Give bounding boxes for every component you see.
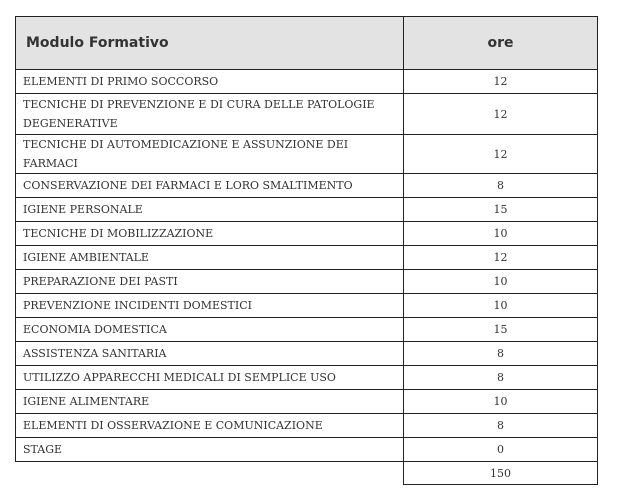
table-row xyxy=(16,366,598,390)
course-hours-table xyxy=(15,16,598,485)
module-cell: IGIENE PERSONALE xyxy=(16,198,404,222)
module-cell: ASSISTENZA SANITARIA xyxy=(16,342,404,366)
hours-cell: 12 xyxy=(404,94,598,135)
hours-cell: 8 xyxy=(404,342,598,366)
hours-cell: 15 xyxy=(404,318,598,342)
hours-cell: 10 xyxy=(404,270,598,294)
module-column-header: Modulo Formativo xyxy=(16,17,404,70)
total-hours-cell: 150 xyxy=(404,462,598,485)
module-cell: UTILIZZO APPARECCHI MEDICALI DI SEMPLICE USO xyxy=(16,366,404,390)
hours-cell: 15 xyxy=(404,198,598,222)
module-cell: CONSERVAZIONE DEI FARMACI E LORO SMALTIMENTO xyxy=(16,174,404,198)
module-cell: STAGE xyxy=(16,438,404,462)
hours-cell: 8 xyxy=(404,174,598,198)
total-row xyxy=(16,462,598,485)
module-cell: PREPARAZIONE DEI PASTI xyxy=(16,270,404,294)
module-cell: TECNICHE DI MOBILIZZAZIONE xyxy=(16,222,404,246)
table-row xyxy=(16,174,598,198)
module-cell: IGIENE ALIMENTARE xyxy=(16,390,404,414)
hours-cell: 10 xyxy=(404,222,598,246)
hours-cell: 8 xyxy=(404,414,598,438)
hours-cell: 12 xyxy=(404,70,598,94)
table-row xyxy=(16,414,598,438)
hours-cell: 12 xyxy=(404,246,598,270)
table-row xyxy=(16,135,598,174)
table-row xyxy=(16,70,598,94)
table-row xyxy=(16,318,598,342)
module-cell: ECONOMIA DOMESTICA xyxy=(16,318,404,342)
hours-cell: 12 xyxy=(404,135,598,174)
module-cell: IGIENE AMBIENTALE xyxy=(16,246,404,270)
table-row xyxy=(16,198,598,222)
table-row xyxy=(16,94,598,135)
module-cell: TECNICHE DI PREVENZIONE E DI CURA DELLE PATOLOGIE DEGENERATIVE xyxy=(16,94,404,135)
table-row xyxy=(16,342,598,366)
hours-cell: 8 xyxy=(404,366,598,390)
header-row xyxy=(16,17,598,70)
hours-cell: 10 xyxy=(404,294,598,318)
table-row xyxy=(16,294,598,318)
hours-column-header: ore xyxy=(404,17,598,70)
module-cell: TECNICHE DI AUTOMEDICAZIONE E ASSUNZIONE DEI FARMACI xyxy=(16,135,404,174)
table-row xyxy=(16,438,598,462)
table-row xyxy=(16,390,598,414)
hours-cell: 10 xyxy=(404,390,598,414)
table-row xyxy=(16,222,598,246)
hours-cell: 0 xyxy=(404,438,598,462)
table-row xyxy=(16,270,598,294)
table-row xyxy=(16,246,598,270)
total-blank-cell xyxy=(16,462,404,485)
module-cell: PREVENZIONE INCIDENTI DOMESTICI xyxy=(16,294,404,318)
module-cell: ELEMENTI DI OSSERVAZIONE E COMUNICAZIONE xyxy=(16,414,404,438)
module-cell: ELEMENTI DI PRIMO SOCCORSO xyxy=(16,70,404,94)
